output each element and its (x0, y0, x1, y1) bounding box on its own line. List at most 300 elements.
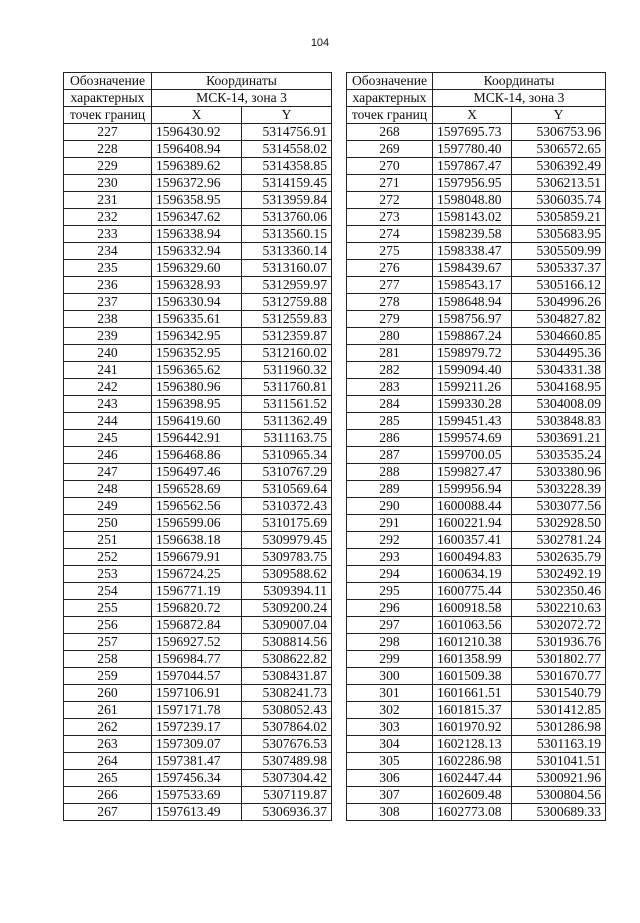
table-row (347, 736, 606, 753)
y-coordinate-cell: 5301286.98 (512, 719, 606, 736)
point-number-cell: 240 (64, 345, 152, 362)
x-coordinate-cell: 1597381.47 (152, 753, 242, 770)
point-number-cell: 278 (347, 294, 433, 311)
table-row (64, 192, 332, 209)
x-coordinate-cell: 1596358.95 (152, 192, 242, 209)
y-coordinate-cell: 5300804.56 (512, 787, 606, 804)
y-coordinate-cell: 5301802.77 (512, 651, 606, 668)
table-row (347, 651, 606, 668)
point-number-cell: 267 (64, 804, 152, 821)
table-row (64, 583, 332, 600)
y-coordinate-cell: 5314558.02 (242, 141, 332, 158)
point-number-cell: 268 (347, 124, 433, 141)
y-coordinate-cell: 5310372.43 (242, 498, 332, 515)
point-number-cell: 256 (64, 617, 152, 634)
x-coordinate-cell: 1598143.02 (433, 209, 512, 226)
x-coordinate-cell: 1602773.08 (433, 804, 512, 821)
x-coordinate-cell: 1596771.19 (152, 583, 242, 600)
table-row (64, 294, 332, 311)
x-coordinate-cell: 1597613.49 (152, 804, 242, 821)
x-coordinate-cell: 1596984.77 (152, 651, 242, 668)
y-coordinate-cell: 5310965.34 (242, 447, 332, 464)
table-row (64, 209, 332, 226)
table-row (347, 379, 606, 396)
point-number-cell: 292 (347, 532, 433, 549)
point-number-cell: 297 (347, 617, 433, 634)
table-row (64, 668, 332, 685)
point-number-cell: 303 (347, 719, 433, 736)
point-number-cell: 242 (64, 379, 152, 396)
point-number-cell: 234 (64, 243, 152, 260)
y-coordinate-cell: 5308052.43 (242, 702, 332, 719)
point-number-cell: 305 (347, 753, 433, 770)
y-coordinate-cell: 5311163.75 (242, 430, 332, 447)
table-row (347, 430, 606, 447)
header-y: Y (242, 107, 332, 124)
table-row (64, 277, 332, 294)
table-row (64, 158, 332, 175)
y-coordinate-cell: 5302492.19 (512, 566, 606, 583)
y-coordinate-cell: 5301163.19 (512, 736, 606, 753)
x-coordinate-cell: 1598979.72 (433, 345, 512, 362)
y-coordinate-cell: 5301412.85 (512, 702, 606, 719)
point-number-cell: 252 (64, 549, 152, 566)
x-coordinate-cell: 1598867.24 (433, 328, 512, 345)
y-coordinate-cell: 5309200.24 (242, 600, 332, 617)
x-coordinate-cell: 1600494.83 (433, 549, 512, 566)
point-number-cell: 253 (64, 566, 152, 583)
table-row (347, 464, 606, 481)
x-coordinate-cell: 1602447.44 (433, 770, 512, 787)
x-coordinate-cell: 1600634.19 (433, 566, 512, 583)
table-row (64, 141, 332, 158)
x-coordinate-cell: 1596335.61 (152, 311, 242, 328)
x-coordinate-cell: 1596389.62 (152, 158, 242, 175)
y-coordinate-cell: 5309588.62 (242, 566, 332, 583)
point-number-cell: 264 (64, 753, 152, 770)
x-coordinate-cell: 1597780.40 (433, 141, 512, 158)
table-row (64, 634, 332, 651)
table-row (64, 260, 332, 277)
point-number-cell: 254 (64, 583, 152, 600)
y-coordinate-cell: 5311960.32 (242, 362, 332, 379)
table-row (64, 719, 332, 736)
point-number-cell: 287 (347, 447, 433, 464)
point-number-cell: 237 (64, 294, 152, 311)
point-number-cell: 243 (64, 396, 152, 413)
x-coordinate-cell: 1599956.94 (433, 481, 512, 498)
y-coordinate-cell: 5303535.24 (512, 447, 606, 464)
point-number-cell: 280 (347, 328, 433, 345)
table-right-body (347, 73, 606, 821)
table-row (347, 124, 606, 141)
point-number-cell: 246 (64, 447, 152, 464)
y-coordinate-cell: 5302635.79 (512, 549, 606, 566)
y-coordinate-cell: 5304827.82 (512, 311, 606, 328)
x-coordinate-cell: 1602286.98 (433, 753, 512, 770)
x-coordinate-cell: 1598048.80 (433, 192, 512, 209)
y-coordinate-cell: 5306936.37 (242, 804, 332, 821)
x-coordinate-cell: 1598756.97 (433, 311, 512, 328)
header-designation-line1: Обозначение (64, 73, 152, 90)
x-coordinate-cell: 1598239.58 (433, 226, 512, 243)
point-number-cell: 289 (347, 481, 433, 498)
y-coordinate-cell: 5312359.87 (242, 328, 332, 345)
point-number-cell: 295 (347, 583, 433, 600)
x-coordinate-cell: 1597044.57 (152, 668, 242, 685)
y-coordinate-cell: 5311760.81 (242, 379, 332, 396)
point-number-cell: 277 (347, 277, 433, 294)
y-coordinate-cell: 5313360.14 (242, 243, 332, 260)
table-row (347, 549, 606, 566)
y-coordinate-cell: 5303848.83 (512, 413, 606, 430)
y-coordinate-cell: 5302072.72 (512, 617, 606, 634)
y-coordinate-cell: 5307489.98 (242, 753, 332, 770)
x-coordinate-cell: 1601815.37 (433, 702, 512, 719)
x-coordinate-cell: 1602609.48 (433, 787, 512, 804)
table-row (64, 651, 332, 668)
x-coordinate-cell: 1597171.78 (152, 702, 242, 719)
header-row-2 (347, 90, 606, 107)
table-row (64, 396, 332, 413)
header-designation-line2: характерных (64, 90, 152, 107)
table-row (347, 481, 606, 498)
x-coordinate-cell: 1596352.95 (152, 345, 242, 362)
table-row (347, 345, 606, 362)
x-coordinate-cell: 1601661.51 (433, 685, 512, 702)
x-coordinate-cell: 1599094.40 (433, 362, 512, 379)
point-number-cell: 241 (64, 362, 152, 379)
y-coordinate-cell: 5303228.39 (512, 481, 606, 498)
y-coordinate-cell: 5301670.77 (512, 668, 606, 685)
x-coordinate-cell: 1599827.47 (433, 464, 512, 481)
y-coordinate-cell: 5313760.06 (242, 209, 332, 226)
table-row (347, 447, 606, 464)
header-row-3 (347, 107, 606, 124)
table-row (64, 600, 332, 617)
header-row-1 (347, 73, 606, 90)
x-coordinate-cell: 1597956.95 (433, 175, 512, 192)
header-designation-line3: точек границ (347, 107, 433, 124)
point-number-cell: 298 (347, 634, 433, 651)
table-row (347, 787, 606, 804)
table-row (347, 209, 606, 226)
x-coordinate-cell: 1597106.91 (152, 685, 242, 702)
x-coordinate-cell: 1599700.05 (433, 447, 512, 464)
table-row (347, 277, 606, 294)
table-row (64, 345, 332, 362)
coordinates-table-right (346, 72, 606, 821)
x-coordinate-cell: 1596562.56 (152, 498, 242, 515)
point-number-cell: 236 (64, 277, 152, 294)
point-number-cell: 307 (347, 787, 433, 804)
point-number-cell: 291 (347, 515, 433, 532)
point-number-cell: 239 (64, 328, 152, 345)
point-number-cell: 260 (64, 685, 152, 702)
table-row (347, 413, 606, 430)
y-coordinate-cell: 5312559.83 (242, 311, 332, 328)
table-row (347, 141, 606, 158)
x-coordinate-cell: 1596497.46 (152, 464, 242, 481)
table-row (64, 464, 332, 481)
x-coordinate-cell: 1599574.69 (433, 430, 512, 447)
x-coordinate-cell: 1598439.67 (433, 260, 512, 277)
y-coordinate-cell: 5310569.64 (242, 481, 332, 498)
y-coordinate-cell: 5313160.07 (242, 260, 332, 277)
x-coordinate-cell: 1596372.96 (152, 175, 242, 192)
header-coords-line1: Координаты (433, 73, 606, 90)
table-row (347, 583, 606, 600)
point-number-cell: 283 (347, 379, 433, 396)
table-row (347, 770, 606, 787)
point-number-cell: 288 (347, 464, 433, 481)
y-coordinate-cell: 5314358.85 (242, 158, 332, 175)
x-coordinate-cell: 1600357.41 (433, 532, 512, 549)
point-number-cell: 281 (347, 345, 433, 362)
table-row (64, 804, 332, 821)
x-coordinate-cell: 1597695.73 (433, 124, 512, 141)
x-coordinate-cell: 1596328.93 (152, 277, 242, 294)
x-coordinate-cell: 1597239.17 (152, 719, 242, 736)
table-row (64, 413, 332, 430)
point-number-cell: 290 (347, 498, 433, 515)
x-coordinate-cell: 1596599.06 (152, 515, 242, 532)
table-row (347, 600, 606, 617)
header-row-2 (64, 90, 332, 107)
y-coordinate-cell: 5307676.53 (242, 736, 332, 753)
point-number-cell: 232 (64, 209, 152, 226)
coordinates-table-left (63, 72, 332, 821)
x-coordinate-cell: 1596927.52 (152, 634, 242, 651)
table-row (347, 566, 606, 583)
page-number: 104 (310, 37, 330, 49)
y-coordinate-cell: 5301936.76 (512, 634, 606, 651)
header-coords-line2: МСК-14, зона 3 (152, 90, 332, 107)
x-coordinate-cell: 1596365.62 (152, 362, 242, 379)
y-coordinate-cell: 5304996.26 (512, 294, 606, 311)
table-row (64, 311, 332, 328)
point-number-cell: 273 (347, 209, 433, 226)
y-coordinate-cell: 5300921.96 (512, 770, 606, 787)
header-coords-line2: МСК-14, зона 3 (433, 90, 606, 107)
point-number-cell: 284 (347, 396, 433, 413)
point-number-cell: 299 (347, 651, 433, 668)
x-coordinate-cell: 1601358.99 (433, 651, 512, 668)
y-coordinate-cell: 5305509.99 (512, 243, 606, 260)
point-number-cell: 269 (347, 141, 433, 158)
table-row (347, 158, 606, 175)
point-number-cell: 235 (64, 260, 152, 277)
x-coordinate-cell: 1597309.07 (152, 736, 242, 753)
point-number-cell: 251 (64, 532, 152, 549)
point-number-cell: 272 (347, 192, 433, 209)
point-number-cell: 247 (64, 464, 152, 481)
header-y: Y (512, 107, 606, 124)
table-row (347, 634, 606, 651)
x-coordinate-cell: 1596430.92 (152, 124, 242, 141)
point-number-cell: 227 (64, 124, 152, 141)
x-coordinate-cell: 1598543.17 (433, 277, 512, 294)
x-coordinate-cell: 1596338.94 (152, 226, 242, 243)
header-row-1 (64, 73, 332, 90)
point-number-cell: 266 (64, 787, 152, 804)
point-number-cell: 265 (64, 770, 152, 787)
point-number-cell: 306 (347, 770, 433, 787)
y-coordinate-cell: 5301540.79 (512, 685, 606, 702)
table-row (347, 753, 606, 770)
table-row (64, 617, 332, 634)
point-number-cell: 275 (347, 243, 433, 260)
y-coordinate-cell: 5302928.50 (512, 515, 606, 532)
y-coordinate-cell: 5314159.45 (242, 175, 332, 192)
point-number-cell: 296 (347, 600, 433, 617)
point-number-cell: 301 (347, 685, 433, 702)
y-coordinate-cell: 5309394.11 (242, 583, 332, 600)
table-left-body (64, 73, 332, 821)
point-number-cell: 300 (347, 668, 433, 685)
y-coordinate-cell: 5313959.84 (242, 192, 332, 209)
table-row (64, 549, 332, 566)
header-coords-line1: Координаты (152, 73, 332, 90)
point-number-cell: 233 (64, 226, 152, 243)
table-row (347, 362, 606, 379)
x-coordinate-cell: 1596342.95 (152, 328, 242, 345)
y-coordinate-cell: 5306572.65 (512, 141, 606, 158)
y-coordinate-cell: 5306753.96 (512, 124, 606, 141)
y-coordinate-cell: 5308241.73 (242, 685, 332, 702)
table-row (64, 328, 332, 345)
x-coordinate-cell: 1596468.86 (152, 447, 242, 464)
point-number-cell: 304 (347, 736, 433, 753)
header-x: X (433, 107, 512, 124)
x-coordinate-cell: 1598338.47 (433, 243, 512, 260)
y-coordinate-cell: 5303691.21 (512, 430, 606, 447)
table-row (64, 736, 332, 753)
point-number-cell: 294 (347, 566, 433, 583)
y-coordinate-cell: 5311362.49 (242, 413, 332, 430)
y-coordinate-cell: 5303380.96 (512, 464, 606, 481)
table-row (64, 787, 332, 804)
table-row (64, 702, 332, 719)
header-designation-line1: Обозначение (347, 73, 433, 90)
point-number-cell: 250 (64, 515, 152, 532)
table-row (347, 668, 606, 685)
x-coordinate-cell: 1600221.94 (433, 515, 512, 532)
x-coordinate-cell: 1596679.91 (152, 549, 242, 566)
y-coordinate-cell: 5312959.97 (242, 277, 332, 294)
table-row (347, 328, 606, 345)
x-coordinate-cell: 1596442.91 (152, 430, 242, 447)
point-number-cell: 274 (347, 226, 433, 243)
x-coordinate-cell: 1598648.94 (433, 294, 512, 311)
point-number-cell: 279 (347, 311, 433, 328)
point-number-cell: 257 (64, 634, 152, 651)
point-number-cell: 245 (64, 430, 152, 447)
x-coordinate-cell: 1596398.95 (152, 396, 242, 413)
point-number-cell: 282 (347, 362, 433, 379)
y-coordinate-cell: 5309007.04 (242, 617, 332, 634)
y-coordinate-cell: 5304331.38 (512, 362, 606, 379)
y-coordinate-cell: 5312160.02 (242, 345, 332, 362)
x-coordinate-cell: 1596380.96 (152, 379, 242, 396)
y-coordinate-cell: 5302350.46 (512, 583, 606, 600)
x-coordinate-cell: 1596724.25 (152, 566, 242, 583)
table-row (64, 515, 332, 532)
y-coordinate-cell: 5302781.24 (512, 532, 606, 549)
y-coordinate-cell: 5306213.51 (512, 175, 606, 192)
point-number-cell: 263 (64, 736, 152, 753)
point-number-cell: 249 (64, 498, 152, 515)
table-row (347, 260, 606, 277)
table-row (347, 532, 606, 549)
point-number-cell: 244 (64, 413, 152, 430)
x-coordinate-cell: 1597867.47 (433, 158, 512, 175)
table-row (64, 685, 332, 702)
y-coordinate-cell: 5304660.85 (512, 328, 606, 345)
y-coordinate-cell: 5306392.49 (512, 158, 606, 175)
y-coordinate-cell: 5303077.56 (512, 498, 606, 515)
table-row (64, 481, 332, 498)
point-number-cell: 230 (64, 175, 152, 192)
point-number-cell: 248 (64, 481, 152, 498)
table-row (64, 379, 332, 396)
table-row (347, 175, 606, 192)
header-row-3 (64, 107, 332, 124)
table-row (64, 532, 332, 549)
point-number-cell: 259 (64, 668, 152, 685)
point-number-cell: 228 (64, 141, 152, 158)
y-coordinate-cell: 5300689.33 (512, 804, 606, 821)
header-designation-line3: точек границ (64, 107, 152, 124)
table-row (64, 753, 332, 770)
x-coordinate-cell: 1600775.44 (433, 583, 512, 600)
table-row (347, 498, 606, 515)
x-coordinate-cell: 1597533.69 (152, 787, 242, 804)
y-coordinate-cell: 5305859.21 (512, 209, 606, 226)
y-coordinate-cell: 5305337.37 (512, 260, 606, 277)
y-coordinate-cell: 5307119.87 (242, 787, 332, 804)
y-coordinate-cell: 5307304.42 (242, 770, 332, 787)
x-coordinate-cell: 1596332.94 (152, 243, 242, 260)
table-row (64, 362, 332, 379)
point-number-cell: 276 (347, 260, 433, 277)
x-coordinate-cell: 1601970.92 (433, 719, 512, 736)
table-row (347, 617, 606, 634)
x-coordinate-cell: 1601063.56 (433, 617, 512, 634)
table-row (347, 226, 606, 243)
table-row (347, 192, 606, 209)
y-coordinate-cell: 5304495.36 (512, 345, 606, 362)
x-coordinate-cell: 1602128.13 (433, 736, 512, 753)
y-coordinate-cell: 5302210.63 (512, 600, 606, 617)
y-coordinate-cell: 5312759.88 (242, 294, 332, 311)
x-coordinate-cell: 1596638.18 (152, 532, 242, 549)
point-number-cell: 262 (64, 719, 152, 736)
y-coordinate-cell: 5305683.95 (512, 226, 606, 243)
point-number-cell: 255 (64, 600, 152, 617)
point-number-cell: 229 (64, 158, 152, 175)
point-number-cell: 285 (347, 413, 433, 430)
x-coordinate-cell: 1596347.62 (152, 209, 242, 226)
y-coordinate-cell: 5313560.15 (242, 226, 332, 243)
y-coordinate-cell: 5304168.95 (512, 379, 606, 396)
table-row (347, 311, 606, 328)
table-row (347, 396, 606, 413)
x-coordinate-cell: 1597456.34 (152, 770, 242, 787)
y-coordinate-cell: 5314756.91 (242, 124, 332, 141)
table-row (347, 804, 606, 821)
x-coordinate-cell: 1596419.60 (152, 413, 242, 430)
